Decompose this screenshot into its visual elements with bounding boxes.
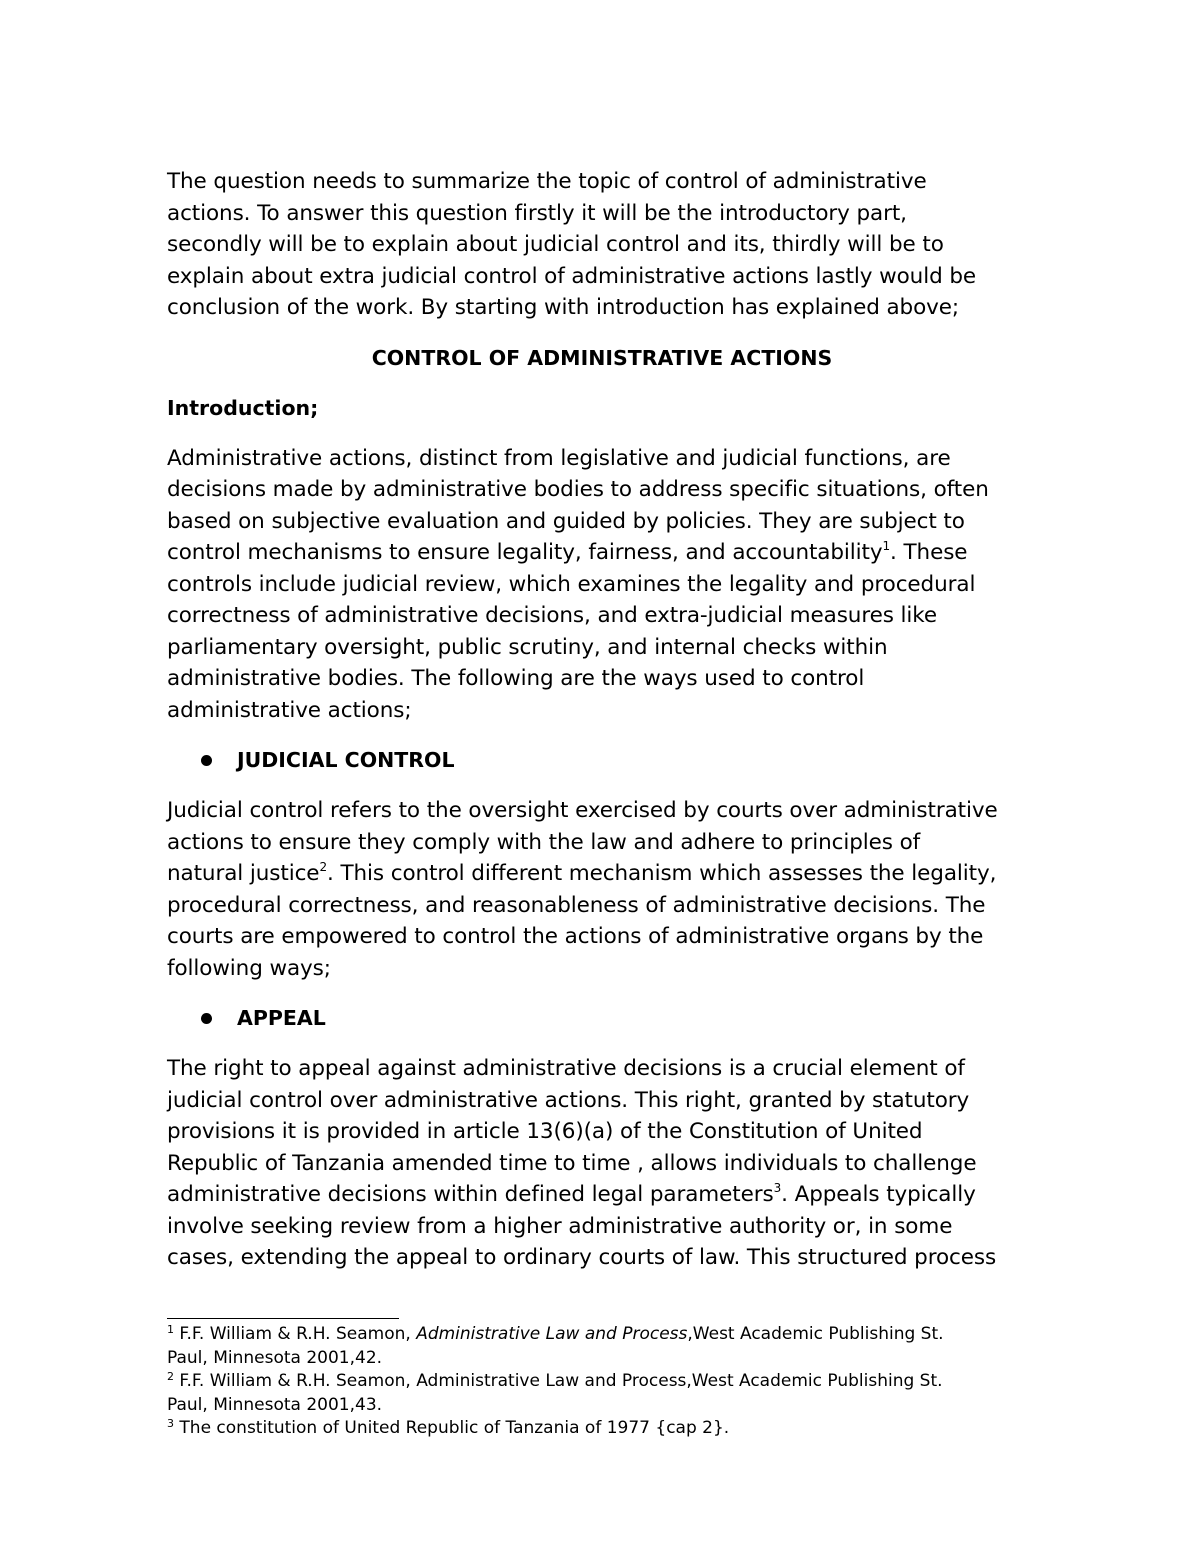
introduction-line: decisions made by administrative bodies to address specific situations, often xyxy=(167,477,989,502)
introduction-heading: Introduction; xyxy=(167,395,319,420)
introduction-line: based on subjective evaluation and guided by policies. They are subject to xyxy=(167,508,965,534)
text: . These xyxy=(890,540,968,565)
introduction-line: administrative bodies. The following are the ways used to control xyxy=(167,666,865,691)
text: natural justice xyxy=(167,861,320,886)
text: The constitution of United Republic of Tanzania of 1977 {cap 2}. xyxy=(174,1418,730,1438)
introduction-line: administrative actions; xyxy=(167,697,412,723)
footnote-1 xyxy=(167,1323,1097,1347)
intro-paragraph xyxy=(167,166,1097,324)
footnote-ref-1[interactable]: 1 xyxy=(882,539,891,553)
footnote-mark: 1 xyxy=(167,1323,174,1336)
footnote-3 xyxy=(167,1417,1097,1441)
footnote-mark: 3 xyxy=(167,1417,174,1430)
judicial-line: actions to ensure they comply with the law and adhere to principles of xyxy=(167,829,921,855)
footnote-separator xyxy=(167,1318,399,1319)
text: F.F. William & R.H. Seamon, xyxy=(174,1324,417,1344)
footnotes xyxy=(167,1318,1097,1441)
appeal-line: provisions it is provided in article 13(6)(a) of the Constitution of United xyxy=(167,1119,923,1144)
introduction-line: correctness of administrative decisions, and extra-judicial measures like xyxy=(167,603,938,628)
introduction-paragraph xyxy=(167,443,1097,727)
text: . Appeals typically xyxy=(781,1182,976,1207)
appeal-line xyxy=(167,1179,1097,1211)
footnote-ref-3[interactable]: 3 xyxy=(773,1181,782,1195)
book-title: Administrative Law and Process xyxy=(416,1324,688,1344)
text: ,West Academic Publishing St. xyxy=(687,1324,944,1344)
judicial-line xyxy=(167,858,1097,890)
appeal-line: Republic of Tanzania amended time to time , allows individuals to challenge xyxy=(167,1150,977,1176)
intro-line: The question needs to summarize the topic of control of administrative xyxy=(167,169,927,194)
judicial-line: procedural correctness, and reasonableness of administrative decisions. The xyxy=(167,892,986,918)
appeal-heading: APPEAL xyxy=(237,1006,326,1030)
appeal-line: The right to appeal against administrative decisions is a crucial element of xyxy=(167,1056,965,1081)
judicial-control-paragraph xyxy=(167,795,1097,984)
text: F.F. William & R.H. Seamon, Administrative Law and Process,West Academic Publishing St. xyxy=(174,1371,943,1391)
bullet-icon xyxy=(201,1013,212,1024)
footnote-2-line2: Paul, Minnesota 2001,43. xyxy=(167,1394,383,1415)
footnote-2 xyxy=(167,1370,1097,1394)
intro-line: actions. To answer this question firstly it will be the introductory part, xyxy=(167,200,907,226)
judicial-line: following ways; xyxy=(167,955,331,981)
appeal-line: involve seeking review from a higher administrative authority or, in some xyxy=(167,1213,953,1239)
judicial-control-heading: JUDICIAL CONTROL xyxy=(237,748,455,772)
footnote-mark: 2 xyxy=(167,1370,174,1383)
intro-line: explain about extra judicial control of administrative actions lastly would be xyxy=(167,263,977,289)
introduction-line xyxy=(167,537,1097,569)
judicial-line: Judicial control refers to the oversight exercised by courts over administrative xyxy=(167,798,998,823)
appeal-bullet xyxy=(167,1003,1097,1034)
text: . This control different mechanism which assesses the legality, xyxy=(326,861,997,886)
appeal-paragraph xyxy=(167,1053,1097,1274)
intro-line: conclusion of the work. By starting with introduction has explained above; xyxy=(167,295,960,320)
document-title: CONTROL OF ADMINISTRATIVE ACTIONS xyxy=(371,345,833,370)
appeal-line: judicial control over administrative actions. This right, granted by statutory xyxy=(167,1087,970,1113)
text: control mechanisms to ensure legality, fairness, and accountability xyxy=(167,540,883,565)
introduction-line: controls include judicial review, which examines the legality and procedural xyxy=(167,571,976,597)
document-body xyxy=(167,166,1097,1274)
introduction-line: parliamentary oversight, public scrutiny, and internal checks within xyxy=(167,634,888,660)
footnote-ref-2[interactable]: 2 xyxy=(319,860,327,874)
text: administrative decisions within defined legal parameters xyxy=(167,1182,774,1207)
judicial-control-bullet xyxy=(167,745,1097,776)
bullet-icon xyxy=(201,755,212,766)
intro-line: secondly will be to explain about judicial control and its, thirdly will be to xyxy=(167,232,944,257)
footnote-1-line2: Paul, Minnesota 2001,42. xyxy=(167,1347,383,1368)
judicial-line: courts are empowered to control the actions of administrative organs by the xyxy=(167,924,984,949)
appeal-line: cases, extending the appeal to ordinary courts of law. This structured process xyxy=(167,1245,997,1270)
introduction-line: Administrative actions, distinct from legislative and judicial functions, are xyxy=(167,445,951,471)
